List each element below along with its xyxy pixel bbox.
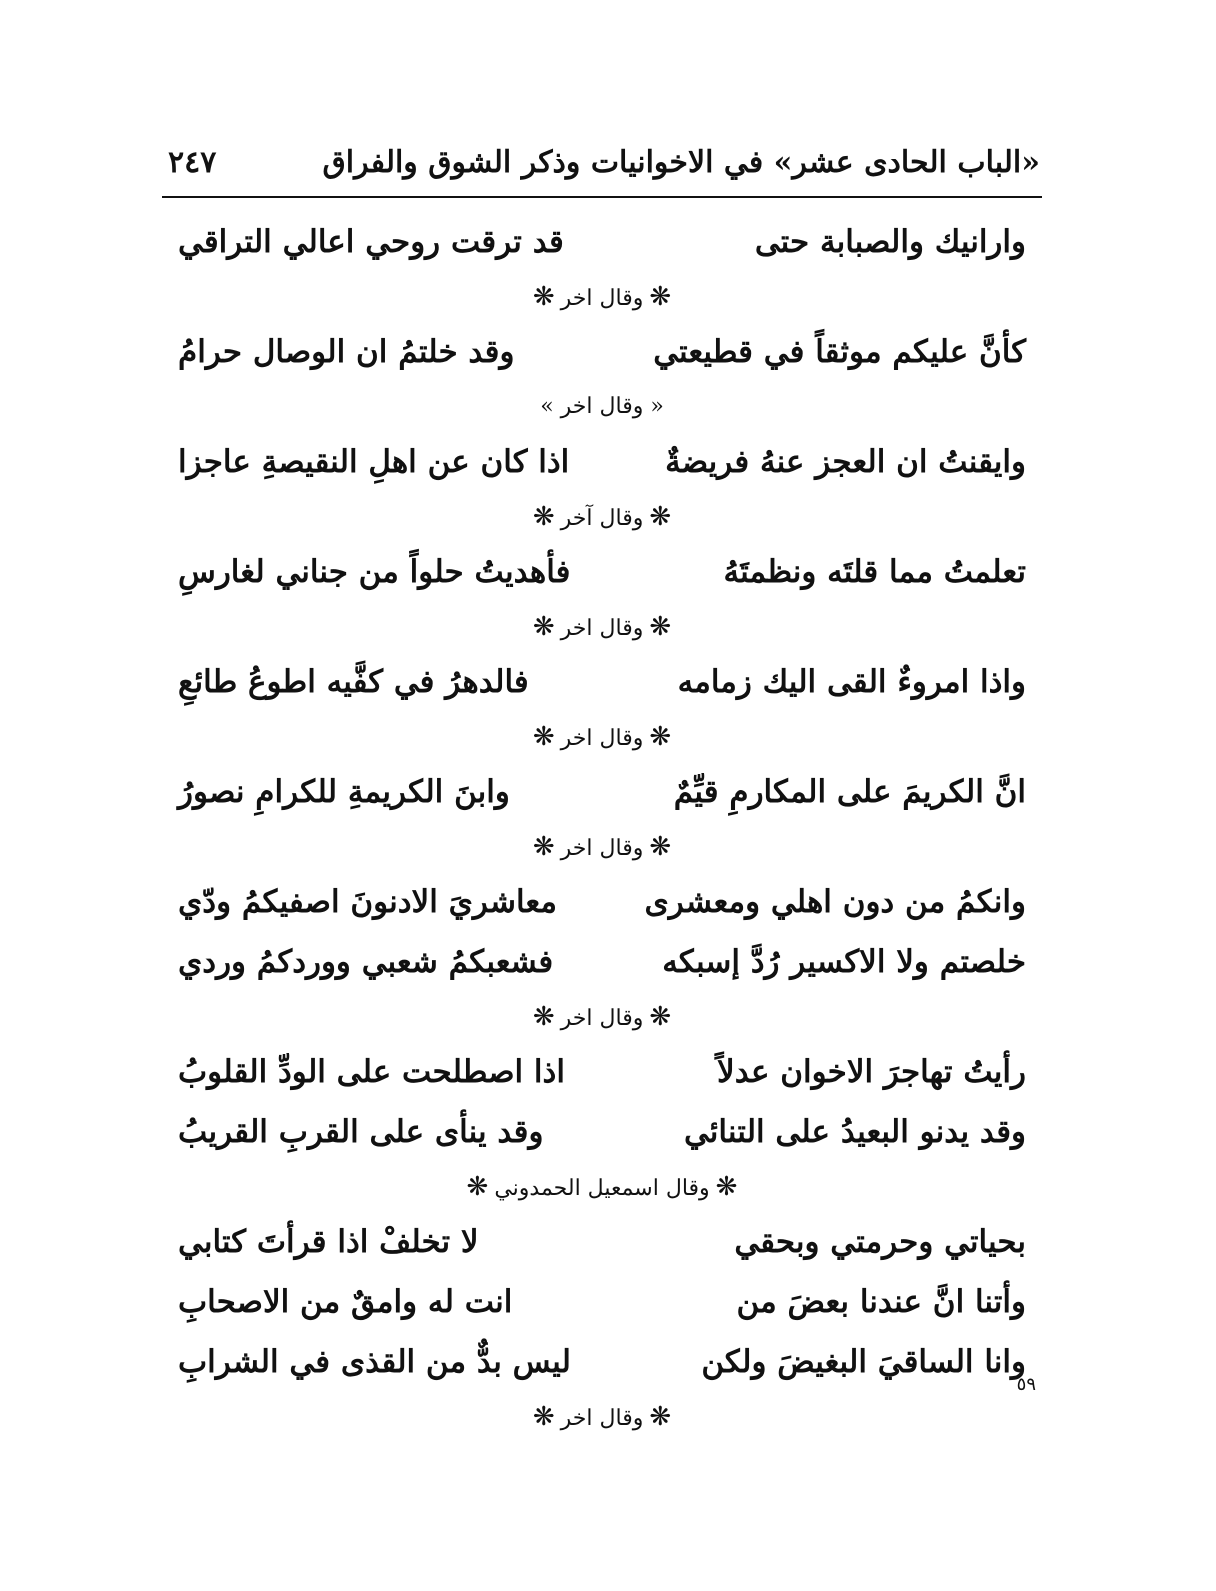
verse-line xyxy=(162,1102,1042,1162)
ornament-icon: ❋ xyxy=(532,1002,555,1032)
first-hemistich: تعلمتُ مما قلتَه ونظمتَهُ xyxy=(723,554,1026,590)
ornament-icon: ❋ xyxy=(649,502,672,532)
first-hemistich: بحياتي وحرمتي وبحقي xyxy=(734,1224,1026,1260)
second-hemistich: اذا اصطلحت على الودِّ القلوبُ xyxy=(178,1054,565,1090)
verse-line xyxy=(162,1042,1042,1102)
first-hemistich: وأتنا انَّ عندنا بعضَ من xyxy=(736,1284,1026,1320)
page-number: ٢٤٧ xyxy=(168,144,217,180)
ornament-icon: ❋ xyxy=(649,1402,672,1432)
first-hemistich: وانا الساقيَ البغيضَ ولكن xyxy=(701,1344,1026,1380)
verse-line xyxy=(162,322,1042,382)
margin-note: ٥٩ xyxy=(1016,1374,1036,1395)
ornament-icon: ❋ xyxy=(532,502,555,532)
verse-line xyxy=(162,1332,1042,1392)
second-hemistich: وقد خلتمُ ان الوصال حرامُ xyxy=(178,334,515,370)
verse-line xyxy=(162,1212,1042,1272)
verse-line xyxy=(162,932,1042,992)
ornament-icon: ❋ xyxy=(532,612,555,642)
ornament-icon: ❋ xyxy=(466,1172,489,1202)
ornament-icon: ❋ xyxy=(649,282,672,312)
ornament-icon: ❋ xyxy=(532,722,555,752)
intro-text: وقال اسمعيل الحمدوني xyxy=(494,1176,710,1201)
first-hemistich: كأنَّ عليكم موثقاً في قطيعتي xyxy=(653,334,1026,370)
first-hemistich: خلصتم ولا الاكسير رُدَّ إسبكه xyxy=(662,944,1026,980)
speaker-intro xyxy=(162,382,1042,432)
first-hemistich: وانكمُ من دون اهلي ومعشرى xyxy=(644,884,1026,920)
ornament-icon: ❋ xyxy=(715,1172,738,1202)
second-hemistich: وابنَ الكريمةِ للكرامِ نصورُ xyxy=(178,774,510,810)
ornament-icon: ❋ xyxy=(532,1402,555,1432)
ornament-icon: ❋ xyxy=(649,832,672,862)
ornament-icon: ❋ xyxy=(532,832,555,862)
poem-body xyxy=(162,212,1042,1442)
speaker-intro xyxy=(162,602,1042,652)
header-rule xyxy=(162,196,1042,198)
first-hemistich: وايقنتُ ان العجز عنهُ فريضةٌ xyxy=(665,444,1026,480)
intro-text: « وقال اخر » xyxy=(540,394,664,419)
second-hemistich: فأهديتُ حلواً من جناني لغارسِ xyxy=(178,554,571,590)
second-hemistich: معاشريَ الادنونَ اصفيكمُ ودّي xyxy=(178,884,557,920)
second-hemistich: قد ترقت روحي اعالي التراقي xyxy=(178,224,564,260)
ornament-icon: ❋ xyxy=(649,1002,672,1032)
speaker-intro xyxy=(162,822,1042,872)
speaker-intro xyxy=(162,992,1042,1042)
intro-text: وقال اخر xyxy=(560,726,644,751)
intro-text: وقال اخر xyxy=(560,616,644,641)
ornament-icon: ❋ xyxy=(649,612,672,642)
ornament-icon: ❋ xyxy=(649,722,672,752)
first-hemistich: وارانيك والصبابة حتى xyxy=(754,224,1026,260)
speaker-intro xyxy=(162,492,1042,542)
second-hemistich: ليس بدٌّ من القذى في الشرابِ xyxy=(178,1344,571,1380)
verse-line xyxy=(162,542,1042,602)
verse-line xyxy=(162,212,1042,272)
verse-line xyxy=(162,872,1042,932)
chapter-title: «الباب الحادى عشر» في الاخوانيات وذكر الشوق والفراق xyxy=(322,144,1040,180)
second-hemistich: لا تخلفْ اذا قرأتَ كتابي xyxy=(178,1224,479,1260)
verse-line xyxy=(162,432,1042,492)
second-hemistich: فالدهرُ في كفَّيه اطوعُ طائعِ xyxy=(178,664,529,700)
verse-line xyxy=(162,1272,1042,1332)
intro-text: وقال اخر xyxy=(560,286,644,311)
verse-line xyxy=(162,762,1042,822)
running-header xyxy=(168,140,1040,184)
speaker-intro xyxy=(162,1392,1042,1442)
verse-line xyxy=(162,652,1042,712)
intro-text: وقال آخر xyxy=(560,506,644,531)
speaker-intro xyxy=(162,272,1042,322)
second-hemistich: انت له وامقٌ من الاصحابِ xyxy=(178,1284,513,1320)
intro-text: وقال اخر xyxy=(560,1006,644,1031)
first-hemistich: وقد يدنو البعيدُ على التنائي xyxy=(683,1114,1026,1150)
second-hemistich: وقد ينأى على القربِ القريبُ xyxy=(178,1114,544,1150)
ornament-icon: ❋ xyxy=(532,282,555,312)
speaker-intro xyxy=(162,712,1042,762)
intro-text: وقال اخر xyxy=(560,836,644,861)
speaker-intro xyxy=(162,1162,1042,1212)
first-hemistich: انَّ الكريمَ على المكارمِ قيِّمٌ xyxy=(673,774,1026,810)
intro-text: وقال اخر xyxy=(560,1406,644,1431)
first-hemistich: واذا امروءٌ القى اليك زمامه xyxy=(677,664,1026,700)
second-hemistich: اذا كان عن اهلِ النقيصةِ عاجزا xyxy=(178,444,570,480)
second-hemistich: فشعبكمُ شعبي ووردكمُ وردي xyxy=(178,944,554,980)
first-hemistich: رأيتُ تهاجرَ الاخوان عدلاً xyxy=(717,1054,1026,1090)
